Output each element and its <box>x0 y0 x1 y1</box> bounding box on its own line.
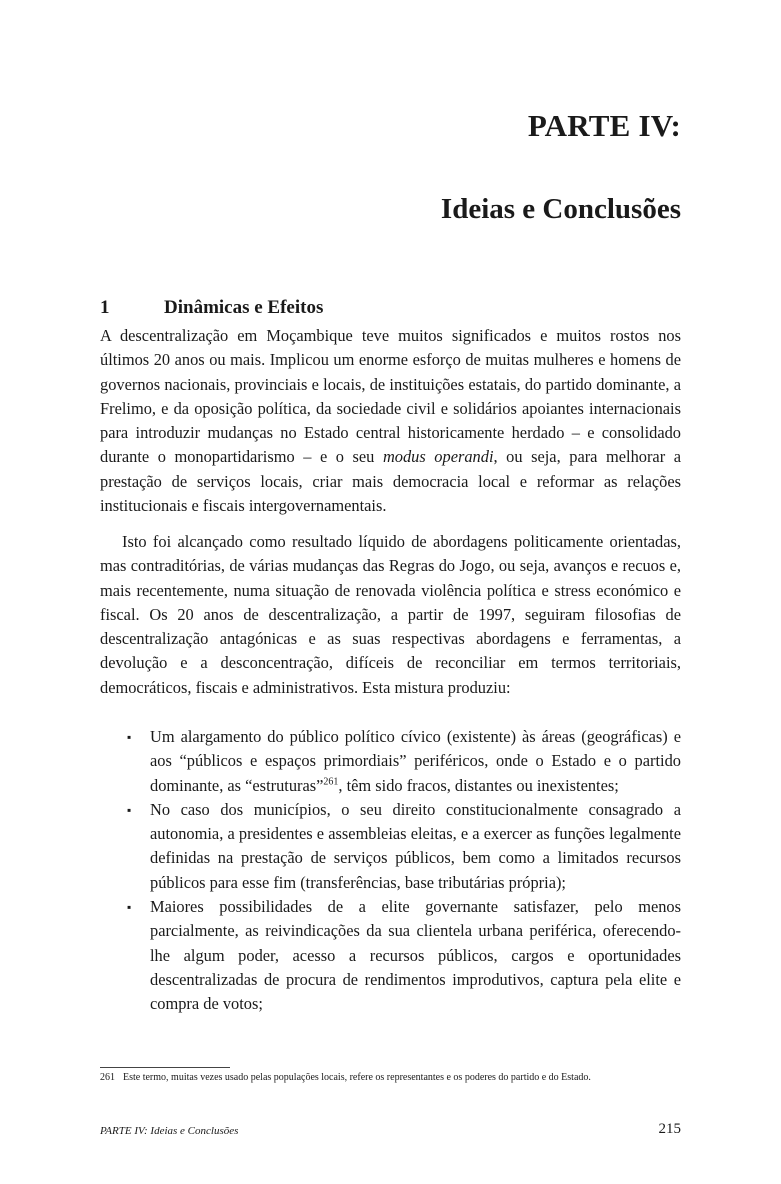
footnote-number: 261 <box>100 1072 115 1083</box>
paragraph-1-text-b: , ou seja, para melhorar a prestação de serviços locais, criar mais democracia local e reformar as relações institucionais e fiscais intergovernamentais. <box>100 447 681 516</box>
bullet-3-text: Maiores possibilidades de a elite governante satisfazer, pelo menos parcialmente, as reivindicações da sua clientela urbana periférica, oferecendo-lhe algum poder, acesso a recursos públicos, cargos e oportunidades descentralizadas de procura de rendimentos improdutivos, captura pela elite e compra de votos; <box>150 897 681 1014</box>
square-bullet-icon: ▪ <box>127 730 132 744</box>
running-footer-title: PARTE IV: Ideias e Conclusões <box>100 1125 239 1137</box>
bullet-item <box>100 798 681 895</box>
bullet-1-text-a: Um alargamento do público político cívico (existente) às áreas (geográficas) e aos “públicos e espaços primordiais” periféricos, onde o Estado e o partido dominante, as “estruturas” <box>150 727 681 795</box>
footnote-text: Este termo, muitas vezes usado pelas populações locais, refere os representantes e os poderes do partido e do Estado. <box>123 1072 591 1083</box>
paragraph-2: Isto foi alcançado como resultado líquido de abordagens politicamente orientadas, mas contraditórias, de várias mudanças das Regras do Jogo, ou seja, avanços e recuos e, mais recentemente, numa situação de renovada violência política e stress económico e fiscal. Os 20 anos de descentralização, a partir de 1997, seguiram filosofias de descentralização antagónicas e as suas respectivas abordagens e ferramentas, a devolução e a desconcentração, difíceis de reconciliar em termos territoriais, democráticos, fiscais e administrativos. Esta mistura produziu: <box>100 532 681 697</box>
footnote <box>100 1071 690 1085</box>
bullet-2-text: No caso dos municípios, o seu direito constitucionalmente consagrado a autonomia, a presidentes e assembleias eleitas, e a exercer as funções legalmente definidas na prestação de serviços públicos, bem como a limitados recursos públicos para esse fim (transferências, base tributárias própria); <box>150 799 681 892</box>
page-number: 215 <box>658 1121 681 1137</box>
bullet-1-text-b: , têm sido fracos, distantes ou inexistentes; <box>338 775 619 795</box>
section-number: 1 <box>100 297 110 318</box>
part-title: PARTE IV: <box>527 108 681 143</box>
part-subtitle: Ideias e Conclusões <box>440 193 681 225</box>
footnote-divider <box>100 1067 230 1068</box>
bullet-item <box>100 725 681 798</box>
footnote-reference: 261 <box>323 776 339 788</box>
paragraph-1-italic: modus operandi <box>382 447 494 467</box>
bullet-item <box>100 895 681 1016</box>
bullet-list <box>100 725 681 1017</box>
paragraph-1-text-a: A descentralização em Moçambique teve muitos significados e muitos rostos nos últimos 20 anos ou mais. Implicou um enorme esforço de muitas mulheres e homens de governos nacionais, provinciais e locais, de instituições estatais, do partido dominante, a Frelimo, e da oposição política, da sociedade civil e solidários apoiantes internacionais para introduzir mudanças no Estado central historicamente herdado – e consolidado durante o monopartidarismo – e o seu <box>100 326 681 467</box>
paragraph-1 <box>100 324 681 518</box>
square-bullet-icon: ▪ <box>127 802 132 817</box>
section-heading <box>100 297 680 319</box>
section-title: Dinâmicas e Efeitos <box>164 297 324 318</box>
square-bullet-icon: ▪ <box>127 900 132 915</box>
